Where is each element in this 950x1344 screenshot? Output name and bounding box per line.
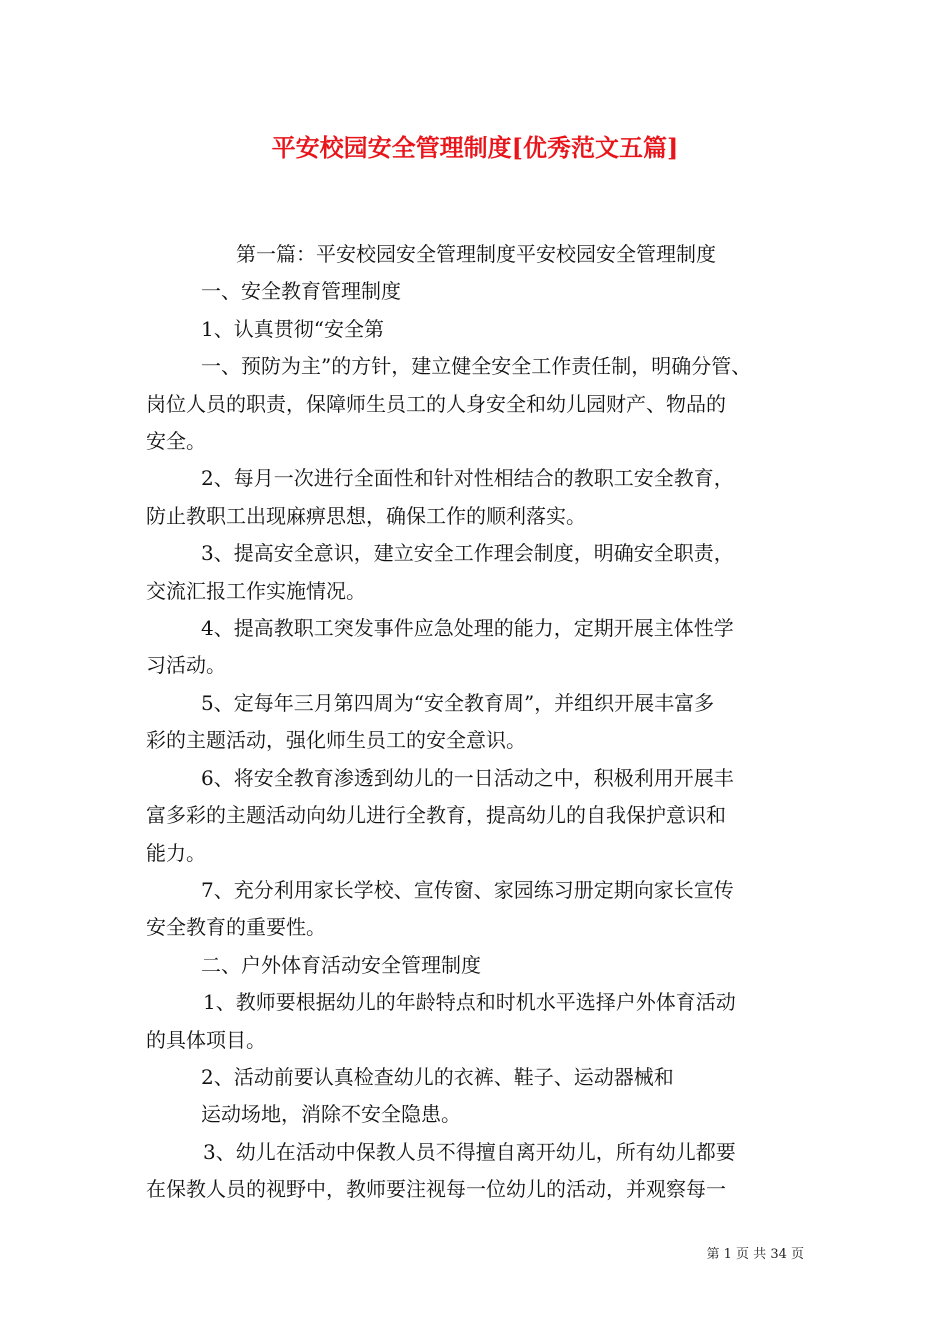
paragraph-line: 在保教人员的视野中，教师要注视每一位幼儿的活动，并观察每一 [146,1177,726,1202]
paragraph-line: 二、户外体育活动安全管理制度 [201,952,481,977]
paragraph-line: 能力。 [146,840,206,865]
paragraph-line: 习活动。 [146,653,226,678]
page-number-footer: 第 1 页 共 34 页 [706,1247,804,1262]
paragraph-line: 富多彩的主题活动向幼儿进行全教育，提高幼儿的自我保护意识和 [146,803,726,828]
paragraph-line: 运动场地，消除不安全隐患。 [201,1102,461,1127]
paragraph-line: 彩的主题活动，强化师生员工的安全意识。 [146,728,526,753]
paragraph-line: 2、每月一次进行全面性和针对性相结合的教职工安全教育， [201,466,734,491]
paragraph-line: 防止教职工出现麻痹思想，确保工作的顺利落实。 [146,503,586,528]
paragraph-line: 4、提高教职工突发事件应急处理的能力，定期开展主体性学 [201,616,734,641]
paragraph-line: 安全。 [146,429,206,454]
paragraph-line: 2、活动前要认真检查幼儿的衣裤、鞋子、运动器械和 [201,1064,674,1089]
paragraph-line: 6、将安全教育渗透到幼儿的一日活动之中，积极利用开展丰 [201,765,734,790]
paragraph-line: 一、预防为主”的方针，建立健全安全工作责任制，明确分管、 [201,354,752,379]
paragraph-line: 7、充分利用家长学校、宣传窗、家园练习册定期向家长宣传 [201,877,734,902]
section-heading: 第一篇：平安校园安全管理制度平安校园安全管理制度 [236,242,716,266]
paragraph-line: 3、幼儿在活动中保教人员不得擅自离开幼儿，所有幼儿都要 [203,1139,736,1164]
paragraph-line: 1、教师要根据幼儿的年龄特点和时机水平选择户外体育活动 [203,990,736,1015]
paragraph-line: 3、提高安全意识，建立安全工作理会制度，明确安全职责， [201,541,734,566]
document-body [146,236,826,1209]
paragraph-line: 一、安全教育管理制度 [201,279,401,304]
paragraph-line: 的具体项目。 [146,1027,266,1052]
paragraph-line: 岗位人员的职责，保障师生员工的人身安全和幼儿园财产、物品的 [146,391,726,416]
paragraph-line: 5、定每年三月第四周为“安全教育周”，并组织开展丰富多 [201,690,715,715]
paragraph-line: 交流汇报工作实施情况。 [146,578,366,603]
document-title: 平安校园安全管理制度[优秀范文五篇] [271,133,679,162]
paragraph-line: 安全教育的重要性。 [146,915,326,940]
paragraph-line: 1、认真贯彻“安全第 [201,316,384,341]
